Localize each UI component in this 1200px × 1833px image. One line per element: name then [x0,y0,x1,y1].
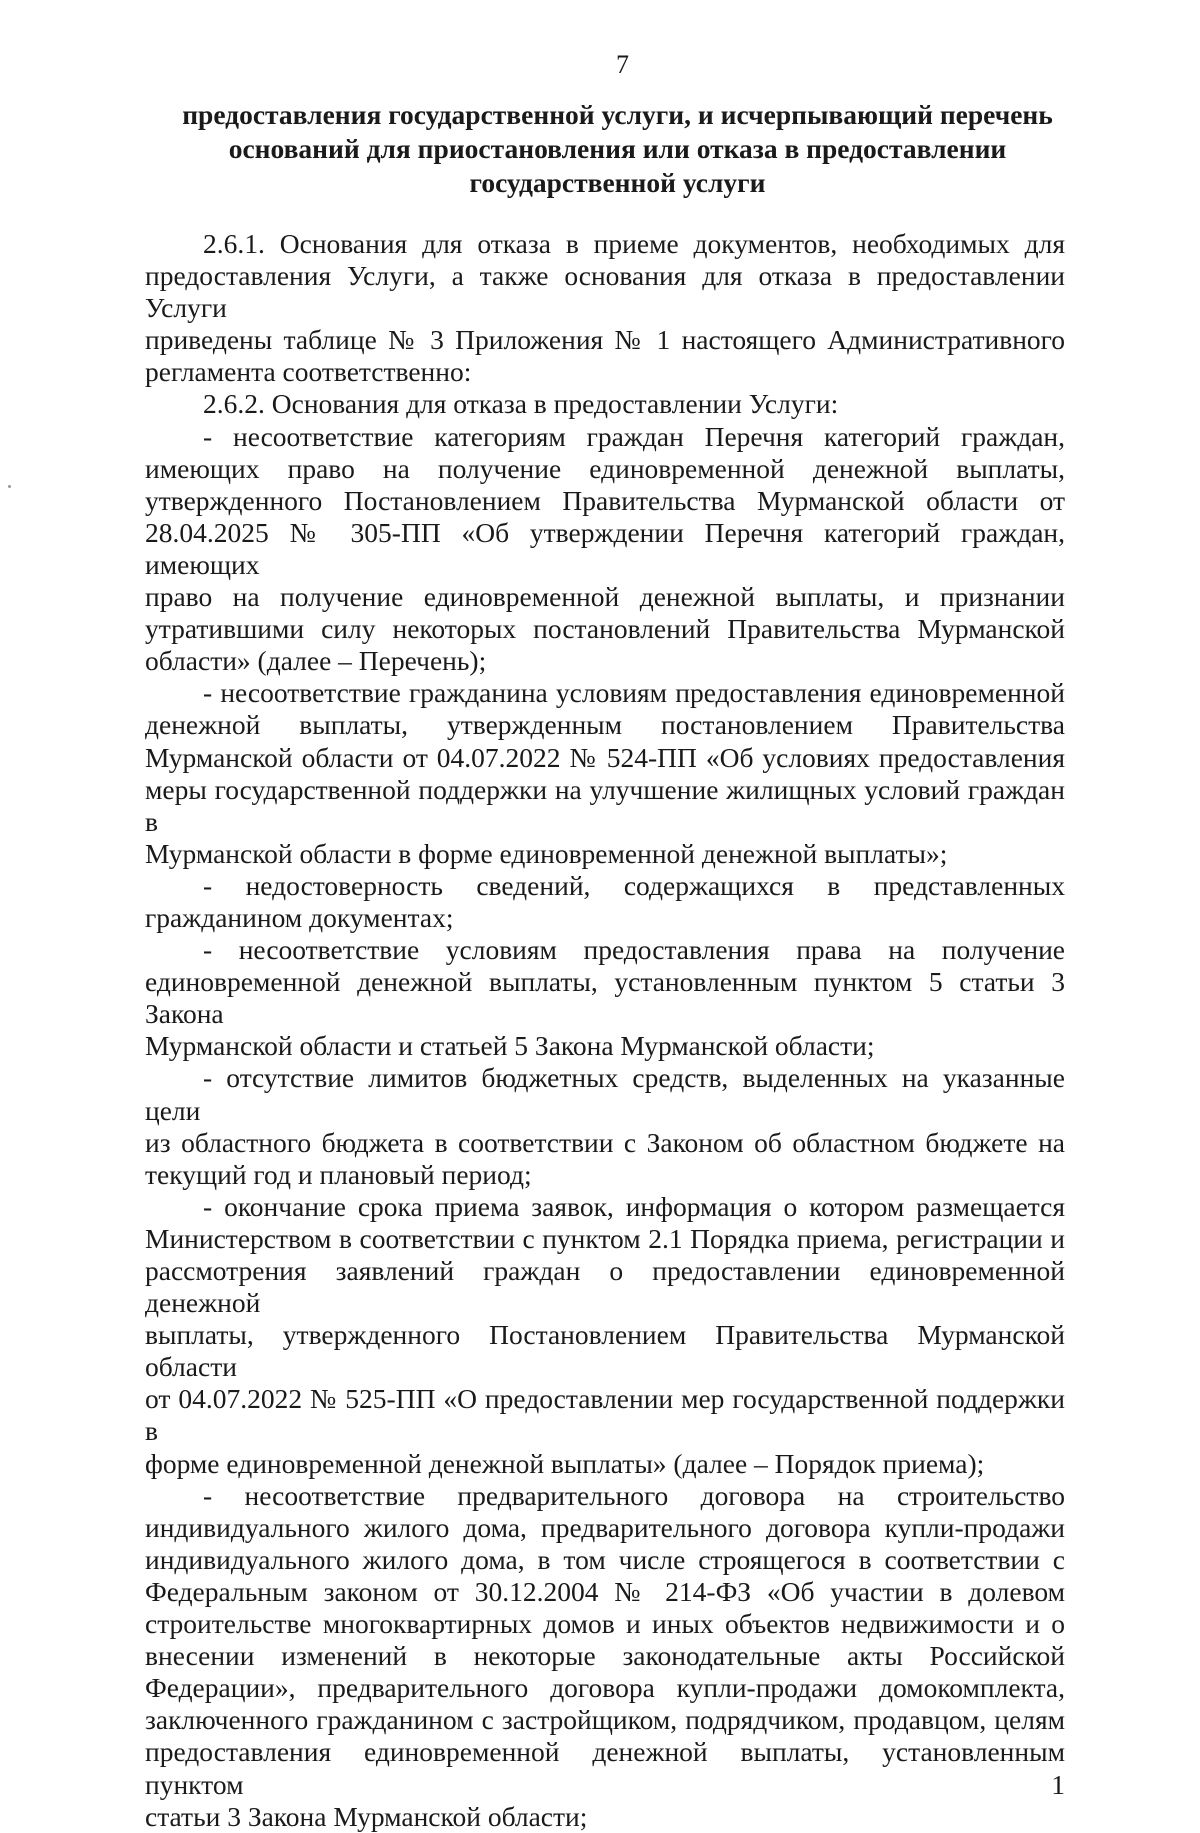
paragraph-line: утратившими силу некоторых постановлений Правительства Мурманской [145,613,1065,645]
paragraph-line: 2.6.2. Основания для отказа в предоставлении Услуги: [203,388,839,420]
heading-line: государственной услуги [469,167,766,198]
paragraph-line: - отсутствие лимитов бюджетных средств, выделенных на указанные цели [145,1062,1065,1126]
paragraph-line: - несоответствие предварительного договора на строительство [203,1479,1065,1511]
paragraph-line: Мурманской области в форме единовременной денежной выплаты»; [145,837,948,869]
paragraph-line: индивидуального жилого дома, в том числе строящегося в соответствии с [145,1543,1065,1575]
paragraph-line: - недостоверность сведений, содержащихся в представленных [203,869,1065,901]
paragraph-line: меры государственной поддержки на улучшение жилищных условий граждан в [145,773,1065,837]
paragraph-line: гражданином документах; [145,901,454,933]
paragraph-line: предоставления Услуги, а также основания для отказа в предоставлении Услуги [145,260,1065,324]
paragraph-line: строительстве многоквартирных домов и иных объектов недвижимости и о [145,1608,1065,1640]
paragraph [145,1062,1065,1190]
paragraph-line: утвержденного Постановлением Правительства Мурманской области от [145,484,1065,516]
paragraph [145,388,1065,420]
paragraph-line: выплаты, утвержденного Постановлением Правительства Мурманской области [145,1319,1065,1383]
paragraph-line: из областного бюджета в соответствии с Законом об областном бюджете на [145,1126,1065,1158]
paragraph-line: - несоответствие категориям граждан Перечня категорий граждан, [203,420,1065,452]
section-heading [103,98,1098,200]
paragraph-line: Мурманской области и статьей 5 Закона Мурманской области; [145,1030,875,1062]
paragraph [145,870,1065,934]
document-body [145,228,1065,1833]
paragraph-line: от 04.07.2022 № 525-ПП «О предоставлении мер государственной поддержки в [145,1383,1065,1447]
paragraph-line: предоставления единовременной денежной выплаты, установленным пунктом 1 [145,1736,1065,1800]
paragraph-line: рассмотрения заявлений граждан о предоставлении единовременной денежной [145,1255,1065,1319]
paragraph-line: внесении изменений в некоторые законодательные акты Российской [145,1640,1065,1672]
paragraph-line: - окончание срока приема заявок, информация о котором размещается [203,1190,1065,1222]
paragraph-line: области» (далее – Перечень); [145,645,487,677]
paragraph-line: текущий год и плановый период; [145,1158,532,1190]
paragraph [145,677,1065,870]
paragraph-line: приведены таблице № 3 Приложения № 1 настоящего Административного [145,324,1065,356]
paragraph-line: Мурманской области от 04.07.2022 № 524-ПП «Об условиях предоставления [145,741,1065,773]
paragraph-line: денежной выплаты, утвержденным постановлением Правительства [145,709,1065,741]
paragraph-line: 28.04.2025 № 305-ПП «Об утверждении Перечня категорий граждан, имеющих [145,516,1065,580]
paragraph-line: Министерством в соответствии с пунктом 2.1 Порядка приема, регистрации и [145,1222,1065,1254]
paragraph-line: индивидуального жилого дома, предварительного договора купли-продажи [145,1511,1065,1543]
paragraph-line: имеющих право на получение единовременной денежной выплаты, [145,452,1065,484]
paragraph [145,228,1065,388]
paragraph-line: заключенного гражданином с застройщиком, подрядчиком, продавцом, целям [145,1704,1065,1736]
paragraph-line: единовременной денежной выплаты, установленным пунктом 5 статьи 3 Закона [145,966,1065,1030]
paragraph-line: статьи 3 Закона Мурманской области; [145,1800,588,1832]
paragraph-line: форме единовременной денежной выплаты» (далее – Порядок приема); [145,1447,985,1479]
paragraph [145,1480,1065,1833]
paragraph [145,934,1065,1062]
paragraph-line: регламента соответственно: [145,356,472,388]
paragraph [145,421,1065,678]
paragraph-line: - несоответствие условиям предоставления права на получение [203,934,1065,966]
paragraph-line: Федерации», предварительного договора купли-продажи домокомплекта, [145,1672,1065,1704]
paragraph-line: 2.6.1. Основания для отказа в приеме документов, необходимых для [203,228,1065,259]
heading-line: оснований для приостановления или отказа в предоставлении [228,133,1007,164]
heading-line: предоставления государственной услуги, и исчерпывающий перечень [182,99,1053,130]
page-number: 7 [616,50,629,79]
paragraph-line: - несоответствие гражданина условиям предоставления единовременной [203,677,1065,709]
paragraph-line: право на получение единовременной денежной выплаты, и признании [145,581,1065,613]
paragraph [145,1191,1065,1480]
paragraph-line: Федеральным законом от 30.12.2004 № 214-ФЗ «Об участии в долевом [145,1575,1065,1607]
scan-speck [8,485,11,488]
